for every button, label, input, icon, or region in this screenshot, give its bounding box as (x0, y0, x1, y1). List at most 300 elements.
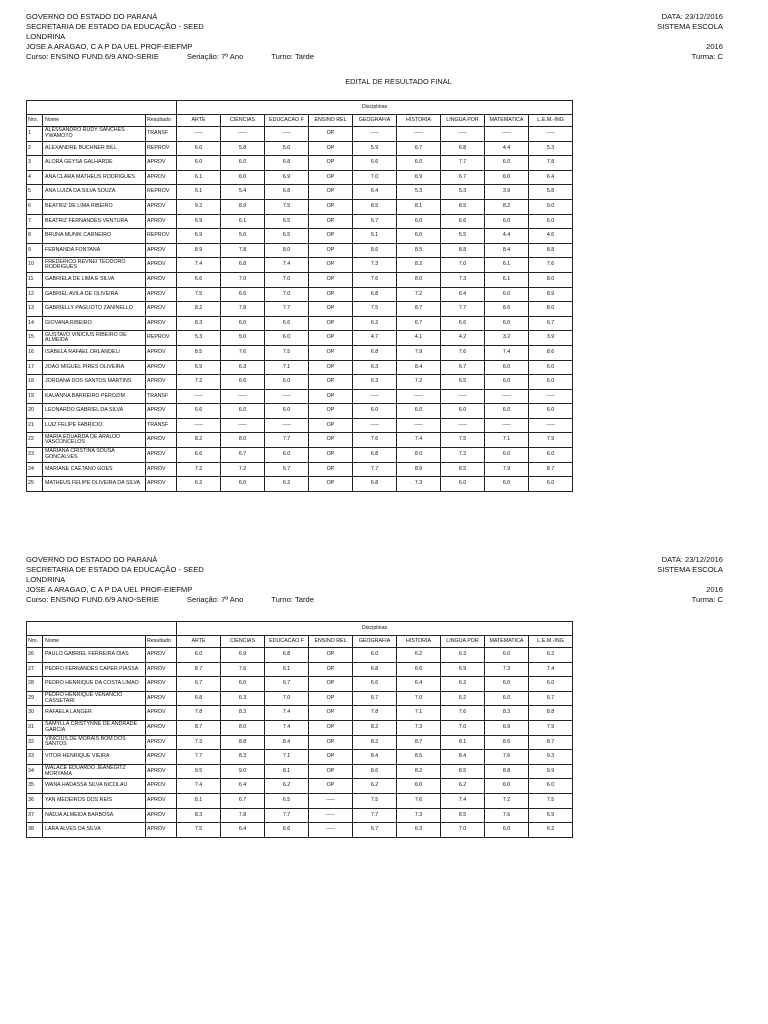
grade-cell: 9.5 (177, 764, 221, 779)
grade-cell: OP (309, 433, 353, 448)
grade-cell: 8.1 (441, 735, 485, 750)
grade-cell: 6.6 (353, 156, 397, 171)
grade-cell: ----- (441, 127, 485, 142)
student-number: 26 (27, 648, 43, 663)
grade-cell: 5.9 (353, 141, 397, 156)
grade-cell: OP (309, 750, 353, 765)
student-name: LUIZ FELIPE FABRICIO (43, 418, 146, 433)
grade-cell: 3.9 (529, 331, 573, 346)
grade-cell: 6.7 (529, 316, 573, 331)
student-result: APROV (146, 258, 177, 273)
student-number: 9 (27, 243, 43, 258)
grade-cell: 7.8 (221, 808, 265, 823)
student-number: 3 (27, 156, 43, 171)
grade-cell: 4.7 (353, 331, 397, 346)
grade-cell: 7.6 (441, 345, 485, 360)
student-number: 15 (27, 331, 43, 346)
grade-cell: 9.3 (529, 750, 573, 765)
grade-cell: 8.1 (177, 793, 221, 808)
student-result: APROV (146, 433, 177, 448)
student-row (27, 750, 573, 765)
grade-cell: 7.9 (397, 345, 441, 360)
grade-cell: ----- (529, 418, 573, 433)
disciplines-caption-row (27, 101, 573, 115)
grade-cell: 6.0 (485, 823, 529, 838)
student-row (27, 316, 573, 331)
grade-cell: 6.0 (485, 316, 529, 331)
grade-cell: 6.0 (485, 170, 529, 185)
grade-cell: 6.0 (221, 316, 265, 331)
student-result: APROV (146, 735, 177, 750)
student-result: APROV (146, 764, 177, 779)
grade-cell: 7.5 (177, 287, 221, 302)
grade-cell: OP (309, 375, 353, 390)
grade-cell: 7.7 (265, 302, 309, 317)
student-name: PEDRO FERNANDES CAPER PIASSA (43, 662, 146, 677)
grade-cell: 6.0 (529, 779, 573, 794)
grade-cell: 7.6 (441, 706, 485, 721)
student-result: APROV (146, 214, 177, 229)
grade-cell: 7.8 (529, 156, 573, 171)
grade-cell: 8.8 (441, 243, 485, 258)
student-row (27, 199, 573, 214)
column-header-row (27, 636, 573, 648)
grade-cell: ----- (177, 418, 221, 433)
state-government-line: GOVERNO DO ESTADO DO PARANÁ (26, 555, 158, 564)
grade-cell: 7.0 (265, 272, 309, 287)
student-result: APROV (146, 648, 177, 663)
student-name: LARA ALVES DA SILVA (43, 823, 146, 838)
grade-cell: 8.3 (221, 706, 265, 721)
grade-cell: 8.7 (177, 662, 221, 677)
grade-cell: 6.0 (441, 404, 485, 419)
grade-cell: 6.0 (485, 477, 529, 492)
student-row (27, 345, 573, 360)
grade-cell: OP (309, 462, 353, 477)
student-row (27, 170, 573, 185)
grade-cell: ----- (441, 389, 485, 404)
student-number: 10 (27, 258, 43, 273)
header-subject: MATEMATICA (485, 636, 529, 648)
grade-cell: 6.0 (485, 448, 529, 463)
grade-cell: ----- (397, 418, 441, 433)
grade-cell: 7.4 (485, 345, 529, 360)
grade-cell: OP (309, 185, 353, 200)
grade-cell: 4.4 (485, 229, 529, 244)
grade-cell: 6.7 (397, 316, 441, 331)
grade-cell: 6.6 (441, 316, 485, 331)
student-name: SAMYLLA CRISTYNNE DE ANDRADE GARCIA (43, 720, 146, 735)
grade-cell: 5.8 (221, 141, 265, 156)
student-number: 33 (27, 750, 43, 765)
grade-cell: 6.5 (265, 214, 309, 229)
grade-cell: 6.4 (221, 779, 265, 794)
student-result: APROV (146, 345, 177, 360)
grade-cell: 7.0 (397, 691, 441, 706)
grade-cell: ----- (397, 127, 441, 142)
header-subject: LINGUA POR (441, 636, 485, 648)
grade-cell: 6.7 (529, 691, 573, 706)
student-number: 23 (27, 448, 43, 463)
student-row (27, 677, 573, 692)
grade-cell: 7.7 (177, 750, 221, 765)
grade-cell: 7.0 (441, 823, 485, 838)
student-name: WANA HADASSA SILVA NICOLAU (43, 779, 146, 794)
student-row (27, 648, 573, 663)
grade-cell: 6.0 (529, 404, 573, 419)
grade-cell: 6.8 (353, 287, 397, 302)
header-subject: ENSINO REL (309, 115, 353, 127)
grade-cell: 6.5 (265, 793, 309, 808)
grade-cell: 7.2 (485, 793, 529, 808)
grade-cell: OP (309, 648, 353, 663)
student-row (27, 404, 573, 419)
grade-cell: 8.2 (353, 735, 397, 750)
grade-cell: 8.5 (441, 808, 485, 823)
grade-cell: 8.4 (265, 735, 309, 750)
grade-cell: OP (309, 229, 353, 244)
grade-cell: 7.1 (397, 706, 441, 721)
student-name: BRUNA MUNIK CARNEIRO (43, 229, 146, 244)
grade-cell: OP (309, 141, 353, 156)
city-line: LONDRINA (26, 575, 66, 584)
student-result: REPROV (146, 229, 177, 244)
grade-cell: 6.6 (177, 448, 221, 463)
grade-cell: 6.7 (397, 141, 441, 156)
grade-cell: 6.6 (397, 662, 441, 677)
grade-cell: 7.5 (353, 302, 397, 317)
grade-cell: 6.0 (397, 156, 441, 171)
grade-cell: 6.0 (529, 448, 573, 463)
grade-cell: 8.4 (353, 750, 397, 765)
grade-cell: 6.0 (265, 404, 309, 419)
grade-cell: 6.9 (265, 170, 309, 185)
grade-cell: 6.0 (397, 404, 441, 419)
grade-cell: 6.9 (485, 720, 529, 735)
student-number: 16 (27, 345, 43, 360)
state-government-line: GOVERNO DO ESTADO DO PARANÁ (26, 12, 158, 21)
grade-cell: 4.1 (397, 331, 441, 346)
course-label: Curso: ENSINO FUND.6/9 ANO-SERIE (26, 595, 159, 604)
shift-label: Turno: Tarde (271, 595, 314, 604)
grade-cell: 8.7 (397, 735, 441, 750)
grade-cell: OP (309, 677, 353, 692)
student-name: VINICIUS DE MORAIS BOM DOS SANTOS (43, 735, 146, 750)
grade-cell: 8.0 (529, 272, 573, 287)
grade-cell: 7.8 (221, 302, 265, 317)
student-row (27, 691, 573, 706)
grade-cell: 6.4 (397, 677, 441, 692)
grade-cell: 7.1 (265, 360, 309, 375)
student-result: APROV (146, 462, 177, 477)
grade-cell: 5.3 (529, 141, 573, 156)
grade-cell: 7.4 (397, 433, 441, 448)
grade-cell: 6.7 (177, 677, 221, 692)
year-label: 2016 (706, 585, 723, 594)
grade-cell: OP (309, 345, 353, 360)
student-row (27, 302, 573, 317)
student-result: APROV (146, 662, 177, 677)
grade-cell: 6.7 (265, 677, 309, 692)
class-label: Turma: C (691, 595, 723, 604)
student-name: MATHEUS FELIPE OLIVEIRA DA SILVA (43, 477, 146, 492)
student-row (27, 735, 573, 750)
grade-cell: 8.5 (177, 345, 221, 360)
student-number: 22 (27, 433, 43, 448)
grade-cell: 5.4 (221, 185, 265, 200)
header-subject: CIENCIAS (221, 636, 265, 648)
student-row (27, 706, 573, 721)
grade-cell: 6.8 (353, 448, 397, 463)
grade-cell: 4.6 (529, 229, 573, 244)
grade-cell: 7.4 (265, 706, 309, 721)
grade-cell: ----- (309, 793, 353, 808)
student-number: 13 (27, 302, 43, 317)
grade-cell: 6.7 (441, 170, 485, 185)
grade-cell: 6.6 (221, 287, 265, 302)
grade-cell: ----- (353, 127, 397, 142)
grade-cell: 8.2 (353, 720, 397, 735)
grade-cell: 7.5 (441, 433, 485, 448)
student-name: JOAO MIGUEL PIRES OLIVEIRA (43, 360, 146, 375)
grade-cell: 7.7 (265, 808, 309, 823)
grade-cell: ----- (529, 127, 573, 142)
date-label: DATA: 23/12/2016 (661, 12, 723, 21)
grade-cell: 7.7 (441, 156, 485, 171)
student-result: APROV (146, 750, 177, 765)
grade-cell: OP (309, 258, 353, 273)
student-result: APROV (146, 779, 177, 794)
student-row (27, 462, 573, 477)
grade-cell: 7.9 (529, 720, 573, 735)
grade-cell: 6.0 (353, 404, 397, 419)
grade-cell: 7.8 (177, 706, 221, 721)
grade-cell: 7.6 (353, 272, 397, 287)
grade-cell: 5.0 (221, 229, 265, 244)
disciplines-header: Disciplinas (177, 101, 573, 115)
student-row (27, 287, 573, 302)
grade-cell: OP (309, 779, 353, 794)
student-name: WALACE EDUARDO JEANEGITZ MORYAMA (43, 764, 146, 779)
grade-cell: 6.0 (397, 214, 441, 229)
student-name: ANA CLARA MATHEUS RODRIGUES (43, 170, 146, 185)
student-name: GUSTAVO VINICIUS RIBEIRO DE ALMEIDA (43, 331, 146, 346)
grade-cell: 5.0 (265, 141, 309, 156)
grade-cell: 8.9 (177, 243, 221, 258)
grade-cell: 6.1 (177, 185, 221, 200)
grade-cell: 8.7 (529, 462, 573, 477)
student-result: APROV (146, 677, 177, 692)
grade-cell: ----- (265, 389, 309, 404)
grade-cell: 6.0 (485, 691, 529, 706)
results-table (26, 100, 573, 492)
grade-cell: 6.6 (353, 677, 397, 692)
student-name: GABRIELLY PAGLIOTO ZANINELLO (43, 302, 146, 317)
student-row (27, 272, 573, 287)
grade-cell: 6.0 (529, 360, 573, 375)
student-row (27, 793, 573, 808)
grade-cell: 6.0 (221, 477, 265, 492)
grade-cell: ----- (309, 823, 353, 838)
grade-cell: 6.6 (177, 272, 221, 287)
student-name: NADJA ALMEIDA BARBOSA (43, 808, 146, 823)
grade-cell: 7.2 (177, 375, 221, 390)
student-result: APROV (146, 156, 177, 171)
student-number: 7 (27, 214, 43, 229)
grade-cell: 7.8 (221, 243, 265, 258)
education-secretariat-line: SECRETARIA DE ESTADO DA EDUCAÇÃO - SEED (26, 565, 204, 574)
grade-cell: 6.1 (265, 662, 309, 677)
grade-cell: 7.1 (265, 750, 309, 765)
student-result: APROV (146, 477, 177, 492)
grade-cell: 7.4 (529, 662, 573, 677)
grade-cell: ----- (177, 127, 221, 142)
grade-cell: OP (309, 735, 353, 750)
student-name: JORDANA DOS SANTOS MARTINS (43, 375, 146, 390)
report-header (26, 555, 723, 607)
header-subject: L.E.M.-ING (529, 115, 573, 127)
course-label: Curso: ENSINO FUND.6/9 ANO-SERIE (26, 52, 159, 61)
student-result: TRANSF (146, 418, 177, 433)
grade-cell: 5.3 (177, 331, 221, 346)
student-row (27, 389, 573, 404)
student-name: RAFAELA LANGER (43, 706, 146, 721)
grade-cell: 6.1 (177, 170, 221, 185)
student-number: 8 (27, 229, 43, 244)
grade-cell: 8.6 (529, 345, 573, 360)
grade-cell: ----- (309, 808, 353, 823)
header-subject: CIENCIAS (221, 115, 265, 127)
student-result: APROV (146, 448, 177, 463)
grade-cell: 8.2 (397, 258, 441, 273)
grade-cell: 6.1 (485, 258, 529, 273)
grade-level-label: Seriação: 7º Ano (186, 595, 244, 604)
grade-cell: 7.2 (221, 462, 265, 477)
grade-cell: ----- (265, 127, 309, 142)
grade-cell: ----- (265, 418, 309, 433)
grade-cell: 6.3 (441, 648, 485, 663)
grade-cell: OP (309, 302, 353, 317)
grade-cell: 8.7 (177, 720, 221, 735)
student-row (27, 360, 573, 375)
grade-cell: 7.7 (353, 808, 397, 823)
grade-cell: 7.6 (485, 750, 529, 765)
student-name: GABRIELA DE LIMA E SILVA (43, 272, 146, 287)
city-line: LONDRINA (26, 32, 66, 41)
header-subject: ARTE (177, 115, 221, 127)
grade-cell: 8.4 (441, 750, 485, 765)
grade-cell: 6.7 (265, 462, 309, 477)
student-name: LEONARDO GABRIEL DA SILVA (43, 404, 146, 419)
grade-cell: 8.5 (441, 764, 485, 779)
grade-cell: 8.3 (221, 750, 265, 765)
student-number: 37 (27, 808, 43, 823)
grade-cell: 6.0 (397, 779, 441, 794)
grade-cell: 6.8 (265, 648, 309, 663)
grade-cell: 8.8 (529, 706, 573, 721)
student-result: APROV (146, 199, 177, 214)
grade-cell: 6.3 (221, 691, 265, 706)
grade-cell: 6.5 (441, 375, 485, 390)
student-result: APROV (146, 170, 177, 185)
header-nome: Nome (43, 115, 146, 127)
grade-cell: 6.4 (529, 170, 573, 185)
grade-cell: 6.6 (265, 316, 309, 331)
grade-cell: 8.9 (397, 462, 441, 477)
grade-cell: 6.9 (441, 662, 485, 677)
grade-cell: 7.3 (397, 808, 441, 823)
grade-cell: ----- (177, 389, 221, 404)
grade-cell: 6.0 (221, 156, 265, 171)
grade-cell: 8.4 (485, 243, 529, 258)
student-result: TRANSF (146, 127, 177, 142)
header-subject: LINGUA POR (441, 115, 485, 127)
student-name: ALESSANDRO RUDY SANCHES YWAMOTO (43, 127, 146, 142)
grade-cell: 6.2 (441, 779, 485, 794)
grade-cell: OP (309, 170, 353, 185)
grade-cell: OP (309, 243, 353, 258)
grade-cell: 6.6 (221, 375, 265, 390)
grade-cell: 8.8 (221, 735, 265, 750)
student-row (27, 214, 573, 229)
grade-cell: 4.4 (485, 141, 529, 156)
grade-cell: 8.1 (265, 764, 309, 779)
student-row (27, 823, 573, 838)
grade-cell: OP (309, 199, 353, 214)
grade-cell: 6.4 (441, 287, 485, 302)
grade-cell: 6.8 (177, 691, 221, 706)
student-result: REPROV (146, 185, 177, 200)
column-header-row (27, 115, 573, 127)
class-label: Turma: C (691, 52, 723, 61)
header-subject: MATEMATICA (485, 115, 529, 127)
student-name: YAN MEDEIROS DOS REIS (43, 793, 146, 808)
grade-cell: 6.6 (441, 214, 485, 229)
header-subject: GEOGRAFIA (353, 115, 397, 127)
student-name: BEATRIZ FERNANDES VENTURA (43, 214, 146, 229)
student-number: 24 (27, 462, 43, 477)
header-subject: L.E.M.-ING (529, 636, 573, 648)
student-number: 29 (27, 691, 43, 706)
grade-cell: 6.1 (485, 272, 529, 287)
grade-cell: 6.0 (529, 375, 573, 390)
grade-cell: 6.2 (265, 477, 309, 492)
grade-cell: ----- (221, 389, 265, 404)
grade-cell: 6.2 (529, 823, 573, 838)
grade-cell: 7.6 (221, 662, 265, 677)
grade-cell: 6.2 (529, 648, 573, 663)
grade-cell: OP (309, 127, 353, 142)
student-number: 5 (27, 185, 43, 200)
student-number: 35 (27, 779, 43, 794)
grade-cell: OP (309, 272, 353, 287)
grade-cell: 6.0 (485, 360, 529, 375)
student-name: ANA LUIZA DA SILVA SOUZA (43, 185, 146, 200)
student-name: FREDERICO REVNEI TEODORO RODRIGUES (43, 258, 146, 273)
grade-cell: 7.6 (353, 433, 397, 448)
grade-cell: ----- (397, 389, 441, 404)
results-table (26, 621, 573, 838)
grade-cell: 6.8 (221, 258, 265, 273)
header-resultado: Resultado (146, 115, 177, 127)
grade-cell: 4.2 (441, 331, 485, 346)
grade-cell: 5.3 (397, 185, 441, 200)
student-number: 2 (27, 141, 43, 156)
grade-cell: 6.3 (221, 360, 265, 375)
student-row (27, 243, 573, 258)
grade-cell: 6.0 (265, 331, 309, 346)
header-subject: HISTORIA (397, 636, 441, 648)
